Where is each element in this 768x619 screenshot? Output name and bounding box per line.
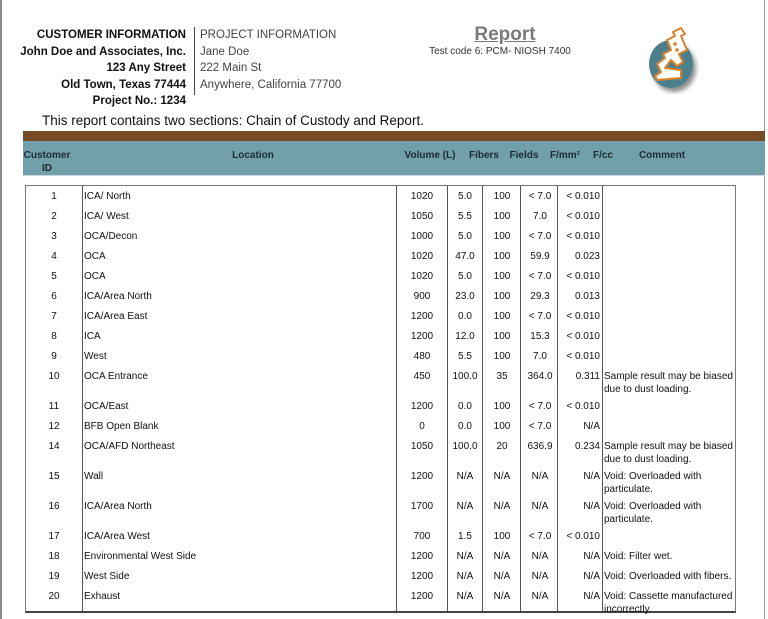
cell-volume: 0 xyxy=(419,421,425,432)
customer-street: 123 Any Street xyxy=(106,62,186,74)
cell-comment: Void: Filter wet. xyxy=(604,551,673,562)
cell-volume: 450 xyxy=(413,371,431,382)
cell-fields: N/A xyxy=(493,501,511,512)
results-table xyxy=(25,185,736,613)
project-street: 222 Main St xyxy=(200,62,262,74)
header-location: Location xyxy=(232,150,274,161)
cell-fields: N/A xyxy=(493,591,511,602)
cell-location: West xyxy=(84,351,107,362)
cell-fcc: N/A xyxy=(583,501,600,512)
cell-fibers: N/A xyxy=(456,551,474,562)
cell-fmm: 7.0 xyxy=(533,351,547,362)
cell-fmm: < 7.0 xyxy=(528,231,552,242)
cell-fmm: N/A xyxy=(531,571,549,582)
cell-fcc: N/A xyxy=(583,571,600,582)
customer-info-block xyxy=(10,27,186,110)
cell-fields: 100 xyxy=(493,231,511,242)
cell-fmm: < 7.0 xyxy=(528,531,552,542)
cell-fibers: 5.0 xyxy=(458,191,472,202)
cell-fmm: N/A xyxy=(531,471,549,482)
cell-location: ICA/Area West xyxy=(84,531,150,542)
cell-fmm: 7.0 xyxy=(533,211,547,222)
report-title: Report xyxy=(474,24,536,45)
header-fmm: F/mm² xyxy=(550,150,580,161)
cell-location: ICA/Area East xyxy=(84,311,148,322)
cell-customer-id: 5 xyxy=(51,271,57,282)
cell-customer-id: 7 xyxy=(51,311,57,322)
cell-volume: 480 xyxy=(413,351,431,362)
cell-fcc: N/A xyxy=(583,471,600,482)
cell-fields: N/A xyxy=(493,571,511,582)
cell-fields: 100 xyxy=(493,331,511,342)
cell-customer-id: 8 xyxy=(51,331,57,342)
cell-fields: 100 xyxy=(493,401,511,412)
project-info-block xyxy=(200,27,341,93)
test-code: Test code 6: PCM- NIOSH 7400 xyxy=(429,46,571,57)
cell-fields: 100 xyxy=(493,311,511,322)
header-customer-id xyxy=(23,149,71,175)
cell-fields: 100 xyxy=(493,531,511,542)
cell-fibers: 5.0 xyxy=(458,271,472,282)
cell-customer-id: 15 xyxy=(48,471,60,482)
cell-fcc: < 0.010 xyxy=(566,211,600,222)
cell-fcc: < 0.010 xyxy=(566,191,600,202)
page-edge-left xyxy=(0,0,2,619)
section-header-bar xyxy=(23,131,765,141)
cell-fcc: < 0.010 xyxy=(566,351,600,362)
cell-fmm: < 7.0 xyxy=(528,401,552,412)
cell-fields: 20 xyxy=(496,441,508,452)
cell-fibers: 100.0 xyxy=(452,371,478,382)
cell-location: ICA/Area North xyxy=(84,501,152,512)
table-header xyxy=(23,141,765,176)
cell-fmm: 59.9 xyxy=(530,251,550,262)
cell-volume: 1050 xyxy=(410,211,434,222)
cell-fibers: N/A xyxy=(456,571,474,582)
customer-city: Old Town, Texas 77444 xyxy=(61,78,186,91)
cell-fields: 100 xyxy=(493,271,511,282)
cell-comment: Sample result may be biased due to dust loading. xyxy=(604,441,733,465)
cell-customer-id: 2 xyxy=(51,211,57,222)
microscope-icon xyxy=(641,24,705,94)
cell-volume: 1000 xyxy=(410,231,434,242)
cell-fibers: 100.0 xyxy=(452,441,478,452)
cell-comment: Void: Cassette manufactured incorrectly. xyxy=(604,591,733,615)
cell-fields: 100 xyxy=(493,211,511,222)
header-volume: Volume (L) xyxy=(404,150,456,161)
cell-volume: 1200 xyxy=(410,311,434,322)
col-divider xyxy=(396,186,397,611)
intro-text: This report contains two sections: Chain of Custody and Report. xyxy=(42,113,424,128)
cell-fmm: < 7.0 xyxy=(528,191,552,202)
cell-location: OCA Entrance xyxy=(84,371,148,382)
cell-fibers: 0.0 xyxy=(458,421,472,432)
cell-volume: 900 xyxy=(413,291,431,302)
cell-location: West Side xyxy=(84,571,130,582)
cell-volume: 1700 xyxy=(410,501,434,512)
col-divider xyxy=(602,186,603,611)
cell-fields: 100 xyxy=(493,291,511,302)
cell-fibers: 1.5 xyxy=(458,531,472,542)
header-fields: Fields xyxy=(509,150,539,161)
header-fibers: Fibers xyxy=(468,150,499,161)
cell-fcc: < 0.010 xyxy=(566,311,600,322)
cell-customer-id: 12 xyxy=(48,421,60,432)
customer-info-heading: CUSTOMER INFORMATION xyxy=(36,29,186,41)
cell-fcc: N/A xyxy=(583,551,600,562)
cell-fcc: < 0.010 xyxy=(566,331,600,342)
cell-fields: 100 xyxy=(493,191,511,202)
cell-fcc: N/A xyxy=(583,421,600,432)
project-contact-name: Jane Doe xyxy=(200,45,250,58)
cell-fcc: < 0.010 xyxy=(566,271,600,282)
header-customer-id-line1: Customer xyxy=(23,150,71,161)
page-edge-right xyxy=(764,0,765,619)
cell-customer-id: 19 xyxy=(48,571,60,582)
cell-fmm: < 7.0 xyxy=(528,311,552,322)
cell-customer-id: 1 xyxy=(51,191,57,202)
cell-volume: 1200 xyxy=(410,471,434,482)
cell-fibers: 5.5 xyxy=(458,351,472,362)
cell-fmm: < 7.0 xyxy=(528,421,552,432)
cell-fcc: 0.234 xyxy=(574,441,600,452)
cell-fields: N/A xyxy=(493,551,511,562)
cell-fcc: 0.311 xyxy=(575,371,600,382)
cell-fmm: < 7.0 xyxy=(528,271,552,282)
cell-customer-id: 9 xyxy=(51,351,57,362)
cell-fcc: 0.013 xyxy=(574,291,600,302)
customer-company: John Doe and Associates, Inc. xyxy=(20,45,186,58)
cell-volume: 1020 xyxy=(410,251,434,262)
cell-fibers: N/A xyxy=(456,591,474,602)
cell-volume: 1020 xyxy=(410,271,434,282)
cell-location: OCA xyxy=(84,251,106,262)
cell-fmm: 15.3 xyxy=(530,331,550,342)
cell-location: OCA/Decon xyxy=(84,231,138,242)
cell-fcc: < 0.010 xyxy=(566,531,600,542)
cell-customer-id: 10 xyxy=(48,371,60,382)
cell-location: ICA xyxy=(84,331,101,342)
cell-fibers: 0.0 xyxy=(458,311,472,322)
cell-location: BFB Open Blank xyxy=(84,421,159,432)
cell-fmm: N/A xyxy=(531,591,549,602)
cell-comment: Void: Overloaded with fibers. xyxy=(604,571,732,582)
cell-fmm: N/A xyxy=(531,501,549,512)
cell-location: Exhaust xyxy=(84,591,121,602)
cell-fields: 35 xyxy=(496,371,508,382)
cell-fmm: 636.9 xyxy=(527,441,553,452)
cell-fields: 100 xyxy=(493,351,511,362)
cell-comment: Void: Overloaded with particulate. xyxy=(604,501,702,525)
col-divider xyxy=(82,186,83,611)
cell-fibers: 47.0 xyxy=(455,251,475,262)
project-city: Anywhere, California 77700 xyxy=(200,78,342,91)
cell-volume: 1200 xyxy=(410,551,434,562)
cell-volume: 1200 xyxy=(410,591,434,602)
cell-fibers: 5.0 xyxy=(458,231,472,242)
cell-location: Wall xyxy=(84,471,104,482)
cell-location: ICA/Area North xyxy=(84,291,152,302)
cell-fmm: 29.3 xyxy=(530,291,550,302)
cell-fcc: < 0.010 xyxy=(566,231,600,242)
cell-fibers: N/A xyxy=(456,501,474,512)
cell-customer-id: 14 xyxy=(48,441,60,452)
cell-customer-id: 16 xyxy=(48,501,60,512)
cell-fmm: N/A xyxy=(531,551,549,562)
cell-volume: 1200 xyxy=(410,571,434,582)
cell-customer-id: 6 xyxy=(51,291,57,302)
cell-volume: 1020 xyxy=(410,191,434,202)
header-customer-id-line2: ID xyxy=(42,163,52,174)
cell-fibers: 5.5 xyxy=(458,211,472,222)
cell-fibers: N/A xyxy=(456,471,474,482)
cell-fibers: 12.0 xyxy=(455,331,475,342)
cell-location: OCA/East xyxy=(84,401,129,412)
cell-customer-id: 20 xyxy=(48,591,60,602)
cell-comment: Void: Overloaded with particulate. xyxy=(604,471,702,495)
cell-volume: 1200 xyxy=(410,401,434,412)
header-fcc: F/cc xyxy=(592,150,613,161)
cell-customer-id: 18 xyxy=(48,551,60,562)
cell-volume: 1050 xyxy=(410,441,434,452)
project-number: Project No.: 1234 xyxy=(92,95,186,107)
cell-fibers: 23.0 xyxy=(455,291,475,302)
info-divider xyxy=(194,27,195,95)
cell-fcc: < 0.010 xyxy=(566,401,600,412)
cell-location: ICA/ West xyxy=(84,211,129,222)
cell-fields: 100 xyxy=(493,251,511,262)
header-comment: Comment xyxy=(638,150,686,161)
cell-fcc: 0.023 xyxy=(574,251,600,262)
cell-customer-id: 17 xyxy=(48,531,60,542)
cell-location: OCA xyxy=(84,271,106,282)
cell-volume: 700 xyxy=(413,531,431,542)
cell-fibers: 0.0 xyxy=(458,401,472,412)
cell-customer-id: 11 xyxy=(48,401,60,412)
cell-fields: 100 xyxy=(493,421,511,432)
cell-fmm: 364.0 xyxy=(527,371,553,382)
cell-customer-id: 3 xyxy=(51,231,57,242)
cell-comment: Sample result may be biased due to dust loading. xyxy=(604,371,733,395)
project-info-heading: PROJECT INFORMATION xyxy=(200,29,337,41)
cell-location: ICA/ North xyxy=(84,191,131,202)
cell-fcc: N/A xyxy=(583,591,600,602)
cell-location: OCA/AFD Northeast xyxy=(84,441,175,452)
cell-customer-id: 4 xyxy=(51,251,57,262)
cell-fields: N/A xyxy=(493,471,511,482)
cell-volume: 1200 xyxy=(410,331,434,342)
cell-location: Environmental West Side xyxy=(84,551,197,562)
